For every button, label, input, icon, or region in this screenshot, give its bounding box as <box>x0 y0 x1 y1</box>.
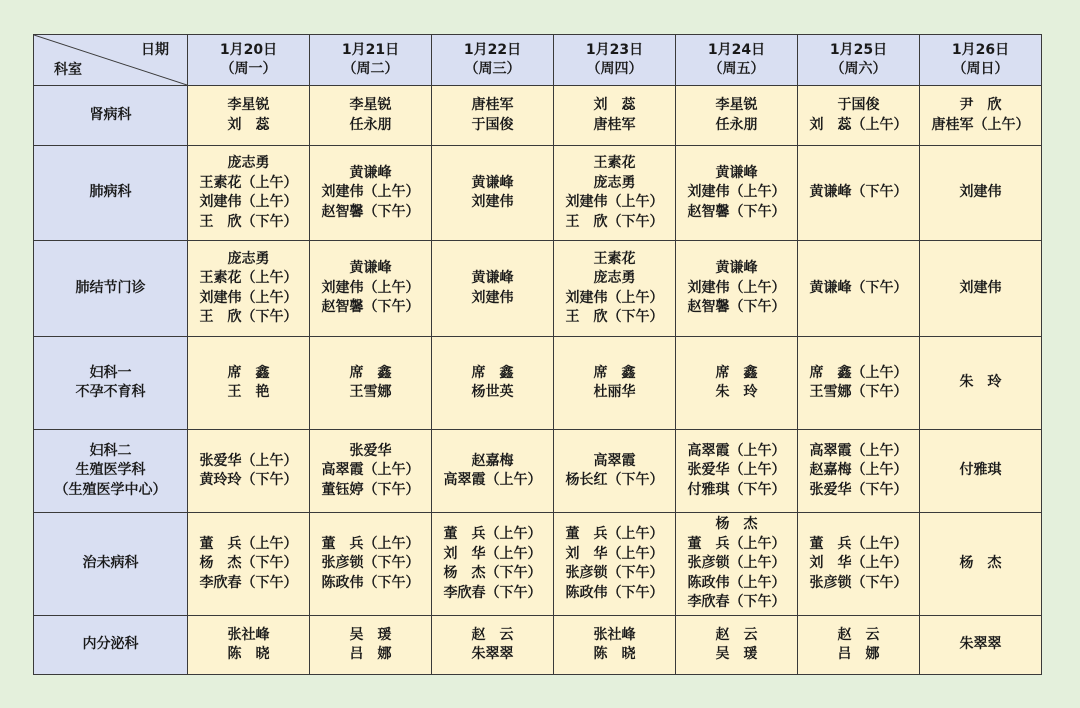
doctor-name: 张爱华（上午） <box>199 452 298 469</box>
department-name: 肺病科 <box>89 184 132 201</box>
doctor-name: 张社峰 <box>227 626 270 643</box>
doctor-name: 杨 杰 <box>715 516 758 533</box>
day-weekday: （周一） <box>220 61 277 77</box>
doctor-name: 黄谦峰 <box>471 174 514 191</box>
schedule-cell <box>432 337 554 430</box>
schedule-cell <box>188 430 310 513</box>
day-date: 1月20日 <box>219 41 278 58</box>
day-weekday: （周四） <box>586 61 643 77</box>
schedule-cell <box>798 616 920 675</box>
doctor-name: 董 兵（上午） <box>199 535 298 552</box>
doctor-name: 席 鑫 <box>227 364 270 381</box>
doctor-name: 王素花（上午） <box>199 174 298 191</box>
doctor-name: 任永朋 <box>715 116 758 133</box>
doctor-name: 黄谦峰 <box>349 164 392 181</box>
schedule-cell <box>676 241 798 337</box>
department-cell <box>34 146 188 241</box>
schedule-cell <box>798 86 920 146</box>
doctor-name: 李星锐 <box>715 97 758 113</box>
doctor-name: 刘建伟（上午） <box>687 279 786 296</box>
schedule-body <box>34 86 1042 675</box>
schedule-cell <box>798 146 920 241</box>
day-date: 1月26日 <box>951 41 1010 58</box>
doctor-name: 高翠霞（上午） <box>687 442 786 459</box>
doctor-name: 董钰婷（下午） <box>321 481 420 498</box>
department-name: 生殖医学科 <box>75 462 146 479</box>
doctor-name: 刘建伟 <box>959 279 1002 296</box>
doctor-name: 王 欣（下午） <box>199 213 298 230</box>
doctor-name: 黄谦峰 <box>715 260 758 277</box>
doctor-name: 杨 杰（下午） <box>199 555 298 572</box>
schedule-cell <box>920 146 1042 241</box>
doctor-name: 董 兵（上午） <box>443 526 542 542</box>
doctor-name: 刘 蕊（上午） <box>809 116 908 133</box>
doctor-name: 刘建伟（上午） <box>687 184 786 201</box>
doctor-name: 席 鑫 <box>349 364 392 381</box>
department-name: （生殖医学中心） <box>54 481 167 498</box>
doctor-name: 刘 蕊 <box>593 97 636 113</box>
doctor-name: 庞志勇 <box>227 155 270 171</box>
doctor-name: 王雪娜 <box>349 384 392 400</box>
doctor-name: 张彦锁（下午） <box>321 555 420 572</box>
doctor-name: 席 鑫（上午） <box>809 364 908 381</box>
doctor-name: 王素花 <box>593 250 636 267</box>
doctor-name: 王素花 <box>593 155 636 171</box>
schedule-cell <box>676 430 798 513</box>
schedule-cell <box>920 241 1042 337</box>
duty-schedule-table <box>33 34 1042 675</box>
schedule-cell <box>310 616 432 675</box>
doctor-name: 张彦锁（下午） <box>809 574 908 591</box>
doctor-name: 王雪娜（下午） <box>809 384 908 400</box>
doctor-name: 刘 华（上午） <box>565 545 664 562</box>
schedule-cell <box>188 146 310 241</box>
doctor-name: 陈 晓 <box>593 646 636 662</box>
doctor-name: 张彦锁（上午） <box>687 555 786 572</box>
schedule-cell <box>676 146 798 241</box>
day-weekday: （周五） <box>708 61 765 77</box>
doctor-name: 赵 云 <box>837 626 880 643</box>
doctor-name: 董 兵（上午） <box>809 535 908 552</box>
doctor-name: 杜丽华 <box>593 384 636 400</box>
day-header <box>798 35 920 86</box>
doctor-name: 赵嘉梅 <box>471 452 514 469</box>
doctor-name: 于国俊 <box>837 97 880 113</box>
corner-header-cell <box>34 35 188 86</box>
day-date: 1月22日 <box>463 41 522 58</box>
schedule-cell <box>310 337 432 430</box>
schedule-cell <box>920 616 1042 675</box>
doctor-name: 陈 晓 <box>227 646 270 662</box>
doctor-name: 于国俊 <box>471 116 514 133</box>
doctor-name: 朱 玲 <box>959 374 1002 391</box>
schedule-cell <box>798 241 920 337</box>
schedule-cell <box>920 86 1042 146</box>
schedule-cell <box>920 513 1042 616</box>
doctor-name: 杨长红（下午） <box>565 472 664 488</box>
doctor-name: 赵智馨（下午） <box>321 203 420 220</box>
doctor-name: 赵智馨（下午） <box>687 299 786 316</box>
department-cell <box>34 337 188 430</box>
department-name: 肺结节门诊 <box>75 279 146 296</box>
doctor-name: 朱翠翠 <box>959 636 1002 653</box>
schedule-cell <box>432 616 554 675</box>
doctor-name: 朱 玲 <box>715 384 758 400</box>
doctor-name: 付雅琪 <box>959 462 1002 479</box>
department-row <box>34 241 1042 337</box>
doctor-name: 王 欣（下午） <box>199 309 298 325</box>
department-name: 妇科二 <box>89 442 132 459</box>
doctor-name: 朱翠翠 <box>471 646 514 662</box>
doctor-name: 刘建伟（上午） <box>199 289 298 306</box>
schedule-cell <box>676 616 798 675</box>
department-cell <box>34 513 188 616</box>
doctor-name: 董 兵（上午） <box>687 535 786 552</box>
doctor-name: 庞志勇 <box>593 174 636 191</box>
doctor-name: 吕 娜 <box>349 646 392 662</box>
doctor-name: 张彦锁（下午） <box>565 565 664 581</box>
doctor-name: 高翠霞（上午） <box>321 462 420 479</box>
doctor-name: 高翠霞（上午） <box>443 472 542 488</box>
day-header <box>676 35 798 86</box>
department-name: 内分泌科 <box>82 636 139 653</box>
schedule-cell <box>310 146 432 241</box>
day-header <box>188 35 310 86</box>
doctor-name: 刘建伟（上午） <box>321 184 420 201</box>
schedule-cell <box>554 616 676 675</box>
doctor-name: 董 兵（上午） <box>321 535 420 552</box>
schedule-cell <box>432 241 554 337</box>
department-name: 妇科一 <box>89 364 132 381</box>
doctor-name: 王 艳 <box>227 384 270 400</box>
department-name: 治未病科 <box>82 555 139 572</box>
doctor-name: 王素花（上午） <box>199 270 298 286</box>
doctor-name: 黄谦峰 <box>349 260 392 277</box>
doctor-name: 唐桂军 <box>471 97 514 113</box>
doctor-name: 黄谦峰 <box>471 270 514 286</box>
doctor-name: 庞志勇 <box>593 270 636 286</box>
doctor-name: 杨 杰（下午） <box>443 565 542 581</box>
corner-dept-label: 科室 <box>54 61 82 78</box>
department-cell <box>34 430 188 513</box>
schedule-cell <box>188 241 310 337</box>
doctor-name: 刘 蕊 <box>227 116 270 133</box>
doctor-name: 杨 杰 <box>959 555 1002 572</box>
doctor-name: 刘建伟 <box>959 184 1002 201</box>
doctor-name: 刘建伟（上午） <box>199 194 298 210</box>
doctor-name: 陈政伟（下午） <box>321 574 420 591</box>
doctor-name: 赵智馨（下午） <box>687 203 786 220</box>
doctor-name: 张爱华（下午） <box>809 481 908 498</box>
department-name: 不孕不育科 <box>75 384 146 400</box>
doctor-name: 杨世英 <box>471 384 514 400</box>
corner-date-label: 日期 <box>141 42 169 58</box>
schedule-cell <box>188 513 310 616</box>
schedule-cell <box>554 430 676 513</box>
doctor-name: 张社峰 <box>593 626 636 643</box>
schedule-cell <box>676 86 798 146</box>
day-weekday: （周二） <box>342 61 399 77</box>
schedule-cell <box>554 241 676 337</box>
doctor-name: 吴 瑗 <box>349 626 392 643</box>
doctor-name: 庞志勇 <box>227 250 270 267</box>
doctor-name: 刘建伟 <box>471 194 514 210</box>
day-header <box>432 35 554 86</box>
day-header <box>310 35 432 86</box>
doctor-name: 李欣春（下午） <box>687 594 786 611</box>
doctor-name: 李星锐 <box>349 97 392 113</box>
department-name: 肾病科 <box>89 106 132 123</box>
doctor-name: 李欣春（下午） <box>443 584 542 601</box>
day-weekday: （周日） <box>952 61 1009 77</box>
doctor-name: 张爱华 <box>349 442 392 459</box>
department-row <box>34 146 1042 241</box>
department-row <box>34 86 1042 146</box>
day-date: 1月23日 <box>585 41 644 58</box>
schedule-cell <box>920 430 1042 513</box>
schedule-cell <box>432 430 554 513</box>
day-date: 1月24日 <box>707 41 766 58</box>
doctor-name: 刘 华（上午） <box>443 545 542 562</box>
doctor-name: 吕 娜 <box>837 646 880 662</box>
department-cell <box>34 86 188 146</box>
doctor-name: 黄玲玲（下午） <box>199 472 298 488</box>
schedule-cell <box>432 513 554 616</box>
doctor-name: 赵 云 <box>715 626 758 643</box>
schedule-cell <box>310 513 432 616</box>
doctor-name: 李星锐 <box>227 97 270 113</box>
doctor-name: 刘建伟 <box>471 289 514 306</box>
day-header <box>554 35 676 86</box>
doctor-name: 黄谦峰 <box>715 164 758 181</box>
doctor-name: 任永朋 <box>349 116 392 133</box>
doctor-name: 刘建伟（上午） <box>565 289 664 306</box>
doctor-name: 王 欣（下午） <box>565 309 664 325</box>
schedule-cell <box>554 146 676 241</box>
day-date: 1月25日 <box>829 41 888 58</box>
day-weekday: （周六） <box>830 61 887 77</box>
schedule-cell <box>310 86 432 146</box>
doctor-name: 黄谦峰（下午） <box>809 279 908 296</box>
doctor-name: 黄谦峰（下午） <box>809 184 908 201</box>
doctor-name: 吴 瑗 <box>715 646 758 662</box>
department-cell <box>34 616 188 675</box>
schedule-cell <box>310 430 432 513</box>
doctor-name: 唐桂军 <box>593 116 636 133</box>
doctor-name: 张爱华（上午） <box>687 462 786 479</box>
doctor-name: 赵 云 <box>471 626 514 643</box>
doctor-name: 唐桂军（上午） <box>931 116 1030 133</box>
doctor-name: 席 鑫 <box>715 364 758 381</box>
doctor-name: 高翠霞 <box>593 452 636 469</box>
schedule-cell <box>554 86 676 146</box>
doctor-name: 赵智馨（下午） <box>321 299 420 316</box>
day-weekday: （周三） <box>464 61 521 77</box>
department-row <box>34 430 1042 513</box>
schedule-cell <box>676 513 798 616</box>
schedule-cell <box>432 86 554 146</box>
schedule-cell <box>798 337 920 430</box>
schedule-cell <box>920 337 1042 430</box>
doctor-name: 付雅琪（下午） <box>687 481 786 498</box>
schedule-cell <box>188 616 310 675</box>
schedule-cell <box>798 513 920 616</box>
doctor-name: 高翠霞（上午） <box>809 442 908 459</box>
schedule-cell <box>432 146 554 241</box>
doctor-name: 尹 欣 <box>959 97 1002 113</box>
doctor-name: 席 鑫 <box>471 364 514 381</box>
department-row <box>34 513 1042 616</box>
day-date: 1月21日 <box>341 41 400 58</box>
doctor-name: 刘建伟（上午） <box>321 279 420 296</box>
department-cell <box>34 241 188 337</box>
doctor-name: 李欣春（下午） <box>199 574 298 591</box>
schedule-cell <box>188 86 310 146</box>
doctor-name: 刘建伟（上午） <box>565 194 664 210</box>
department-row <box>34 616 1042 675</box>
doctor-name: 董 兵（上午） <box>565 526 664 542</box>
header-row <box>34 35 1042 86</box>
schedule-cell <box>676 337 798 430</box>
day-header <box>920 35 1042 86</box>
schedule-cell <box>310 241 432 337</box>
doctor-name: 赵嘉梅（上午） <box>809 462 908 479</box>
schedule-cell <box>554 513 676 616</box>
doctor-name: 陈政伟（下午） <box>565 584 664 601</box>
schedule-cell <box>798 430 920 513</box>
doctor-name: 刘 华（上午） <box>809 555 908 572</box>
doctor-name: 陈政伟（上午） <box>687 574 786 591</box>
schedule-cell <box>554 337 676 430</box>
doctor-name: 席 鑫 <box>593 364 636 381</box>
doctor-name: 王 欣（下午） <box>565 213 664 230</box>
schedule-cell <box>188 337 310 430</box>
department-row <box>34 337 1042 430</box>
